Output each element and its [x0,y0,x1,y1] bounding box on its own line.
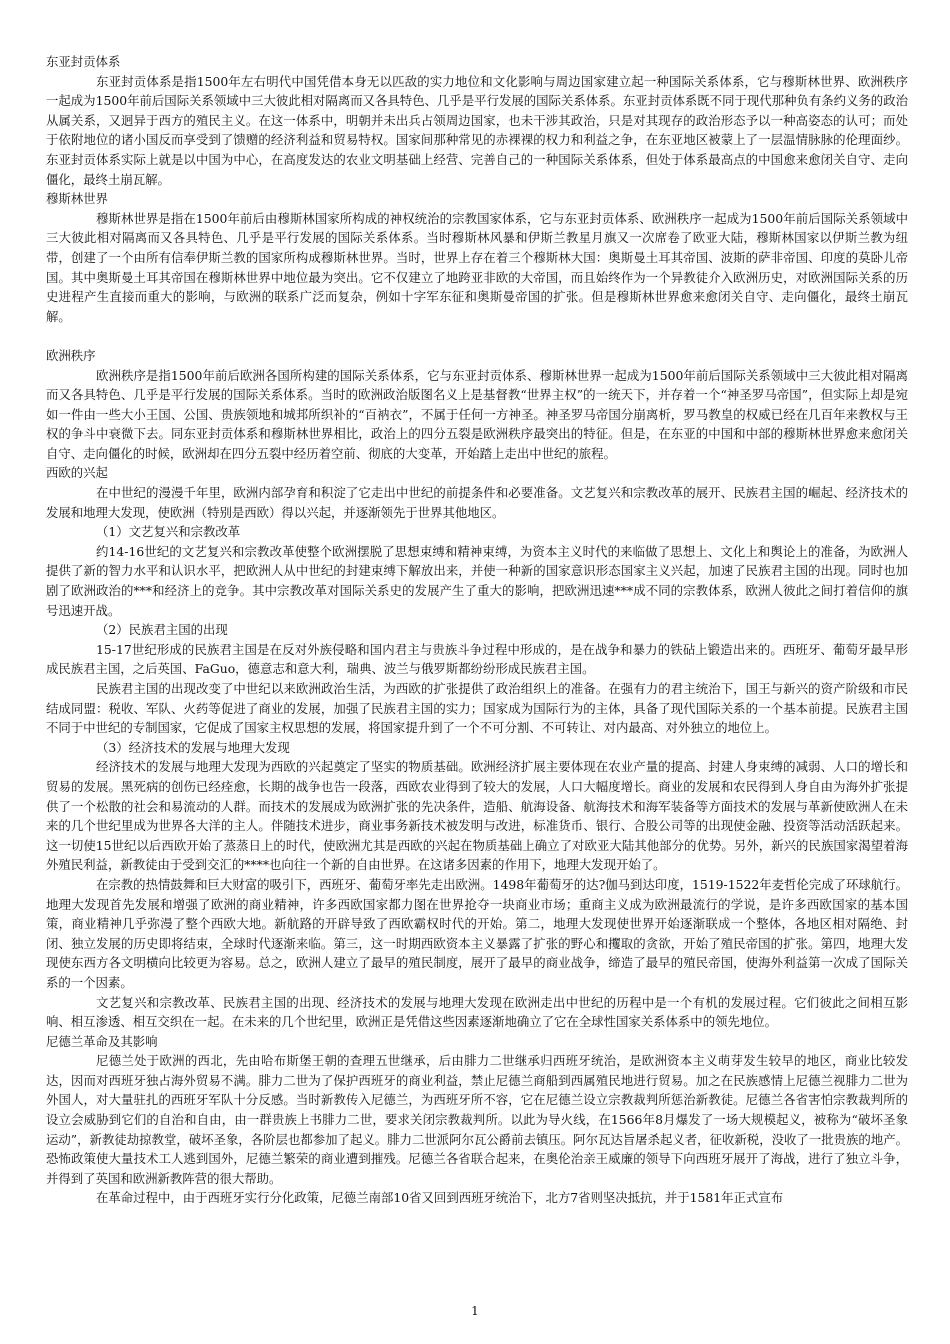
subsection-title: （3）经济技术的发展与地理大发现 [96,739,290,755]
paragraph: 民族君主国的出现改变了中世纪以来欧洲政治生活，为西欧的扩张提供了政治组织上的准备。在强有力的君主统治下，国王与新兴的资产阶级和市民结成同盟：税收、军队、火药等促进了商业的发展，加强了民族君主国的实力；国家成为国际行为的主体，具备了现代国际关系的一个基本前提。民族君主国不同于中世纪的专制国家，它促成了国家主权思想的发展，将国家提升到了一个不可分割、不可转让、对内最高、对外独立的地位上。 [46,681,908,736]
subsection-title: （1）文艺复兴和宗教改革 [96,524,241,540]
paragraph: 15-17世纪形成的民族君主国是在反对外族侵略和国内君主与贵族斗争过程中形成的，是在战争和暴力的铁砧上锻造出来的。西班牙、葡萄牙最早形成民族君主国，之后英国、FaGuo，德意志和意大利，瑞典、波兰与俄罗斯都纷纷形成民族君主国。 [46,641,908,677]
paragraph: 欧洲秩序是指1500年前后欧洲各国所构建的国际关系体系，它与东亚封贡体系、穆斯林世界一起成为1500年前后国际关系领域中三大彼此相对隔离而又各具特色、几乎是平行发展的国际关系体系。当时的欧洲政治版图名义上是基督教“世界主权”的一统天下，并存着一个“神圣罗马帝国”，但实际上却是宛如一件由一些大小王国、公国、贵族领地和城邦所织补的“百衲衣”，不属于任何一方神圣。神圣罗马帝国分崩离析，罗马教皇的权威已经在几百年来教权与王权的争斗中衰微下去。同东亚封贡体系和穆斯林世界相比，政治上的四分五裂是欧洲秩序最突出的特征。但是，在东亚的中国和中部的穆斯林世界愈来愈闭关自守、走向僵化的时候，欧洲却在四分五裂中经历着空前、彻底的大变革，开始踏上走出中世纪的旅程。 [46,367,908,461]
section-title: 穆斯林世界 [46,191,108,207]
section-title: 西欧的兴起 [46,465,108,481]
paragraph: 在宗教的热情鼓舞和巨大财富的吸引下，西班牙、葡萄牙率先走出欧洲。1498年葡萄牙的达?伽马到达印度，1519-1522年麦哲伦完成了环球航行。地理大发现首先发展和增强了欧洲的商业精神，许多西欧国家都力图在世界抢夺一块商业市场；重商主义成为欧洲最流行的学说，是许多西欧国家的基本国策，商业精神几乎弥漫了整个西欧大地。新航路的开辟导致了西欧霸权时代的开始。第二，地理大发现使世界开始逐渐联成一个整体，各地区相对隔绝、封闭、独立发展的历史即将结束，全球时代逐渐来临。第三，这一时期西欧资本主义暴露了扩张的野心和攫取的贪欲，开始了殖民帝国的扩张。第四，地理大发现使东西方各文明横向比较更为容易。总之，欧洲人建立了最早的殖民制度，展开了最早的商业战争，缔造了最早的殖民帝国，使海外利益第一次成了国际关系的一个因素。 [46,876,908,990]
paragraph: 约14-16世纪的文艺复兴和宗教改革使整个欧洲摆脱了思想束缚和精神束缚，为资本主义时代的来临做了思想上、文化上和舆论上的准备，为欧洲人提供了新的智力水平和认识水平，把欧洲人从中世纪的封建束缚下解放出来，并使一种新的国家意识形态国家主义兴起，加速了民族君主国的出现。同时也加剧了欧洲政治的***和经济上的竞争。其中宗教改革对国际关系史的发展产生了重大的影响，把欧洲迅速***成不同的宗教体系，欧洲人彼此之间打着信仰的旗号迅速开战。 [46,543,908,618]
blank-line [46,326,908,346]
paragraph: 在革命过程中，由于西班牙实行分化政策，尼德兰南部10省又回到西班牙统治下，北方7省则坚决抵抗，并于1581年正式宣布 [96,1190,784,1206]
paragraph: 尼德兰处于欧洲的西北，先由哈布斯堡王朝的查理五世继承，后由腓力二世继承归西班牙统治，是欧洲资本主义萌芽发生较早的地区，商业比较发达，因而对西班牙独占海外贸易不满。腓力二世为了保护西班牙的商业利益，禁止尼德兰商船到西属殖民地进行贸易。加之在民族感情上尼德兰视腓力二世为外国人，对大量驻扎的西班牙军队十分反感。当时新教传入尼德兰，为西班牙所不容，它在尼德兰设立宗教裁判所惩治新教徒。尼德兰各省害怕宗教裁判所的设立会威胁到它们的自治和自由，由一群贵族上书腓力二世，要求关闭宗教裁判所。以此为导火线，在1566年8月爆发了一场大规模起义，被称为“破坏圣象运动”，新教徒劫掠教堂，破坏圣象，各阶层也都参加了起义。腓力二世派阿尔瓦公爵前去镇压。阿尔瓦达旨屠杀起义者，征收新税，没收了一批贵族的地产。恐怖政策使大量技术工人逃到国外，尼德兰繁荣的商业遭到摧残。尼德兰各省联合起来，在奥伦治亲王威廉的领导下向西班牙展开了海战，进行了独立斗争，并得到了英国和欧洲新教阵营的很大帮助。 [46,1053,908,1186]
section-title: 东亚封贡体系 [46,54,121,69]
paragraph: 在中世纪的漫漫千年里，欧洲内部孕育和积淀了它走出中世纪的前提条件和必要准备。文艺复兴和宗教改革的展开、民族君主国的崛起、经济技术的发展和地理大发现，使欧洲（特别是西欧）得以兴起，并逐渐领先于世界其他地区。 [46,485,908,520]
paragraph: 穆斯林世界是指在1500年前后由穆斯林国家所构成的神权统治的宗教国家体系，它与东亚封贡体系、欧洲秩序一起成为1500年前后国际关系领域中三大彼此相对隔离而又各具特色、几乎是平行发展的国际关系体系。当时穆斯林风暴和伊斯兰教星月旗又一次席卷了欧亚大陆，穆斯林国家以伊斯兰教为纽带，创建了一个由所有信奉伊斯兰教的国家所构成穆斯林世界。当时，世界上存在着三个穆斯林大国：奥斯曼土耳其帝国、波斯的萨非帝国、印度的莫卧儿帝国。其中奥斯曼土耳其帝国在穆斯林世界中地位最为突出。它不仅建立了地跨亚非欧的大帝国，而且始终作为一个异教徒介入欧洲历史，对欧洲国际关系的历史进程产生直接而重大的影响，与欧洲的联系广泛而复杂，例如十字军东征和奥斯曼帝国的扩张。但是穆斯林世界愈来愈闭关自守、走向僵化，最终土崩瓦解。 [46,210,908,324]
section-title: 尼德兰革命及其影响 [46,1033,158,1049]
paragraph: 文艺复兴和宗教改革、民族君主国的出现、经济技术的发展与地理大发现在欧洲走出中世纪的历程中是一个有机的发展过程。它们彼此之间相互影响、相互渗透、相互交织在一起。在未来的几个世纪里，欧洲正是凭借这些因素逐渐地确立了它在全球性国家关系体系中的领先地位。 [46,994,908,1030]
page-number: 1 [471,1304,479,1318]
section-title: 欧洲秩序 [46,347,96,363]
subsection-title: （2）民族君主国的出现 [96,622,228,638]
paragraph: 东亚封贡体系是指1500年左右明代中国凭借本身无以匹敌的实力地位和文化影响与周边国家建立起一种国际关系体系，它与穆斯林世界、欧洲秩序一起成为1500年前后国际关系领域中三大彼此相对隔离而又各具特色、几乎是平行发展的国际关系体系。东亚封贡体系既不同于现代那种负有条约义务的政治从属关系，又迥异于西方的殖民主义。在这一体系中，明朝并未出兵占领周边国家，也未干涉其政治，只是对其现存的政治形态予以一种高姿态的认可；而处于依附地位的诸小国反而享受到了馈赠的经济利益和贸易特权。国家间那种常见的赤裸裸的权力和利益之争，在东亚地区被蒙上了一层温情脉脉的伦理面纱。东亚封贡体系实际上就是以中国为中心，在高度发达的农业文明基础上经营、完善自己的一种国际关系体系，但处于体系最高点的中国愈来愈闭关自守、走向僵化，最终土崩瓦解。 [46,73,908,187]
paragraph: 经济技术的发展与地理大发现为西欧的兴起奠定了坚实的物质基础。欧洲经济扩展主要体现在农业产量的提高、封建人身束缚的减弱、人口的增长和贸易的发展。黑死病的创伤已经痊愈，长期的战争也告一段落，西欧农业得到了较大的发展，人口大幅度增长。商业的发展和农民得到人身自由为海外扩张提供了一个松散的社会和易流动的人群。而技术的发展成为欧洲扩张的先决条件，造船、航海设备、航海技术和海军装备等方面技术的发展与革新使欧洲人在未来的几个世纪里成为世界各大洋的主人。伴随技术进步，商业事务新技术被发明与改进，标准货币、银行、合股公司等的出现使金融、投资等活动活跃起来。这一切使15世纪以后西欧开始了蒸蒸日上的时代，使欧洲尤其是西欧的兴起在物质基础上确立了对欧亚大陆其他部分的优势。另外，新兴的民族国家渴望着海外殖民利益，新教徒由于受到交汇的****也向往一个新的自由世界。在这诸多因素的作用下，地理大发现开始了。 [46,759,908,873]
document-body [46,52,908,1208]
